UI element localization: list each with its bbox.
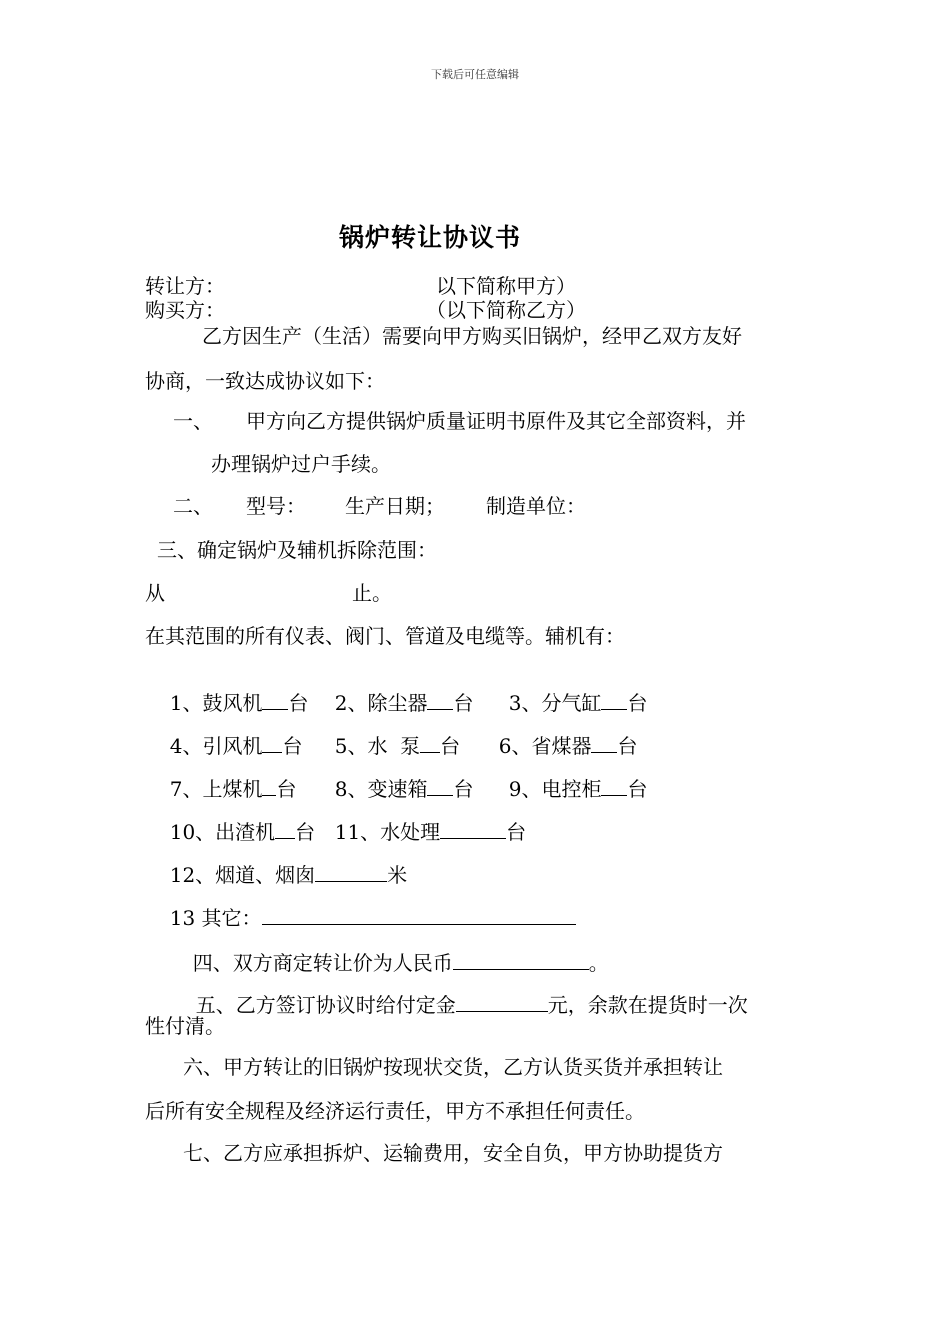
- aux-unit: 台: [282, 734, 303, 758]
- aux-row: [157, 882, 576, 930]
- aux-unit: 台: [295, 820, 316, 844]
- clause5: [183, 969, 748, 1017]
- aux-row: [322, 753, 473, 801]
- seller-label: 转让方：: [145, 274, 225, 298]
- seller-alias: 以下简称甲方）: [436, 274, 576, 298]
- aux-unit: 米: [387, 863, 408, 887]
- aux-unit: 台: [276, 777, 297, 801]
- aux-row: [496, 667, 647, 715]
- clause1-line-1: 甲方向乙方提供锅炉质量证明书原件及其它全部资料，并: [246, 409, 746, 433]
- aux-item-label: 12、烟道、烟囱: [169, 863, 316, 887]
- aux-item-label: 13 其它：: [169, 906, 262, 930]
- clause3-to: 止。: [352, 581, 392, 605]
- aux-unit: 台: [627, 691, 648, 715]
- intro-line-2: 协商，一致达成协议如下：: [145, 369, 385, 393]
- aux-row: [157, 753, 296, 801]
- aux-item-label: 2、除尘器: [334, 691, 428, 715]
- aux-unit: 台: [627, 777, 648, 801]
- aux-item-label: 5、水 泵: [334, 734, 421, 758]
- clause1-number: 一、: [173, 409, 213, 433]
- aux-row: [322, 667, 473, 715]
- clause2-date: 生产日期；: [345, 494, 445, 518]
- clause4-text: 四、双方商定转让价为人民币: [192, 951, 453, 975]
- aux-item-label: 6、省煤器: [498, 734, 592, 758]
- aux-row: [496, 753, 647, 801]
- clause2-number: 二、: [173, 494, 213, 518]
- clause4-end: 。: [588, 951, 609, 975]
- clause2-maker: 制造单位：: [486, 494, 586, 518]
- intro-line-1: 乙方因生产（生活）需要向甲方购买旧锅炉，经甲乙双方友好: [202, 324, 742, 348]
- clause3-heading: 三、确定锅炉及辅机拆除范围：: [157, 538, 437, 562]
- aux-unit: 台: [617, 734, 638, 758]
- aux-item-label: 8、变速箱: [334, 777, 428, 801]
- aux-item-label: 11、水处理: [334, 820, 441, 844]
- aux-row: [157, 796, 315, 844]
- clause5-mid: 元，余款在提货时一次: [547, 993, 748, 1017]
- document-title: 锅炉转让协议书: [338, 223, 521, 252]
- aux-unit: 台: [506, 820, 527, 844]
- aux-item-label: 1、鼓风机: [169, 691, 263, 715]
- clause4: [180, 927, 609, 975]
- aux-unit: 台: [453, 777, 474, 801]
- aux-unit: 台: [440, 734, 461, 758]
- aux-row: [157, 667, 308, 715]
- clause3-from: 从: [145, 581, 165, 605]
- aux-row: [157, 839, 407, 887]
- clause6-line-1: 六、甲方转让的旧锅炉按现状交货，乙方认货买货并承担转让: [183, 1055, 723, 1079]
- aux-item-label: 3、分气缸: [508, 691, 602, 715]
- aux-row: [322, 796, 526, 844]
- buyer-alias: （以下简称乙方）: [426, 298, 586, 322]
- aux-row: [486, 710, 637, 758]
- aux-unit: 台: [288, 691, 309, 715]
- buyer-label: 购买方：: [145, 298, 225, 322]
- aux-row: [322, 710, 460, 758]
- clause3-scope: 在其范围的所有仪表、阀门、管道及电缆等。辅机有：: [145, 624, 625, 648]
- header-note: 下载后可任意编辑: [431, 68, 519, 81]
- clause5-text: 五、乙方签订协议时给付定金: [195, 993, 456, 1017]
- aux-item-label: 10、出渣机: [169, 820, 276, 844]
- clause7-line-1: 七、乙方应承担拆炉、运输费用，安全自负，甲方协助提货方: [183, 1141, 723, 1165]
- clause6-line-2: 后所有安全规程及经济运行责任，甲方不承担任何责任。: [145, 1099, 645, 1123]
- aux-item-label: 4、引风机: [169, 734, 263, 758]
- aux-row: [157, 710, 302, 758]
- clause5-line-2: 性付清。: [145, 1014, 225, 1038]
- aux-item-label: 7、上煤机: [169, 777, 263, 801]
- clause1-line-2: 办理锅炉过户手续。: [211, 452, 391, 476]
- clause2-model: 型号：: [246, 494, 306, 518]
- aux-unit: 台: [453, 691, 474, 715]
- aux-item-label: 9、电控柜: [508, 777, 602, 801]
